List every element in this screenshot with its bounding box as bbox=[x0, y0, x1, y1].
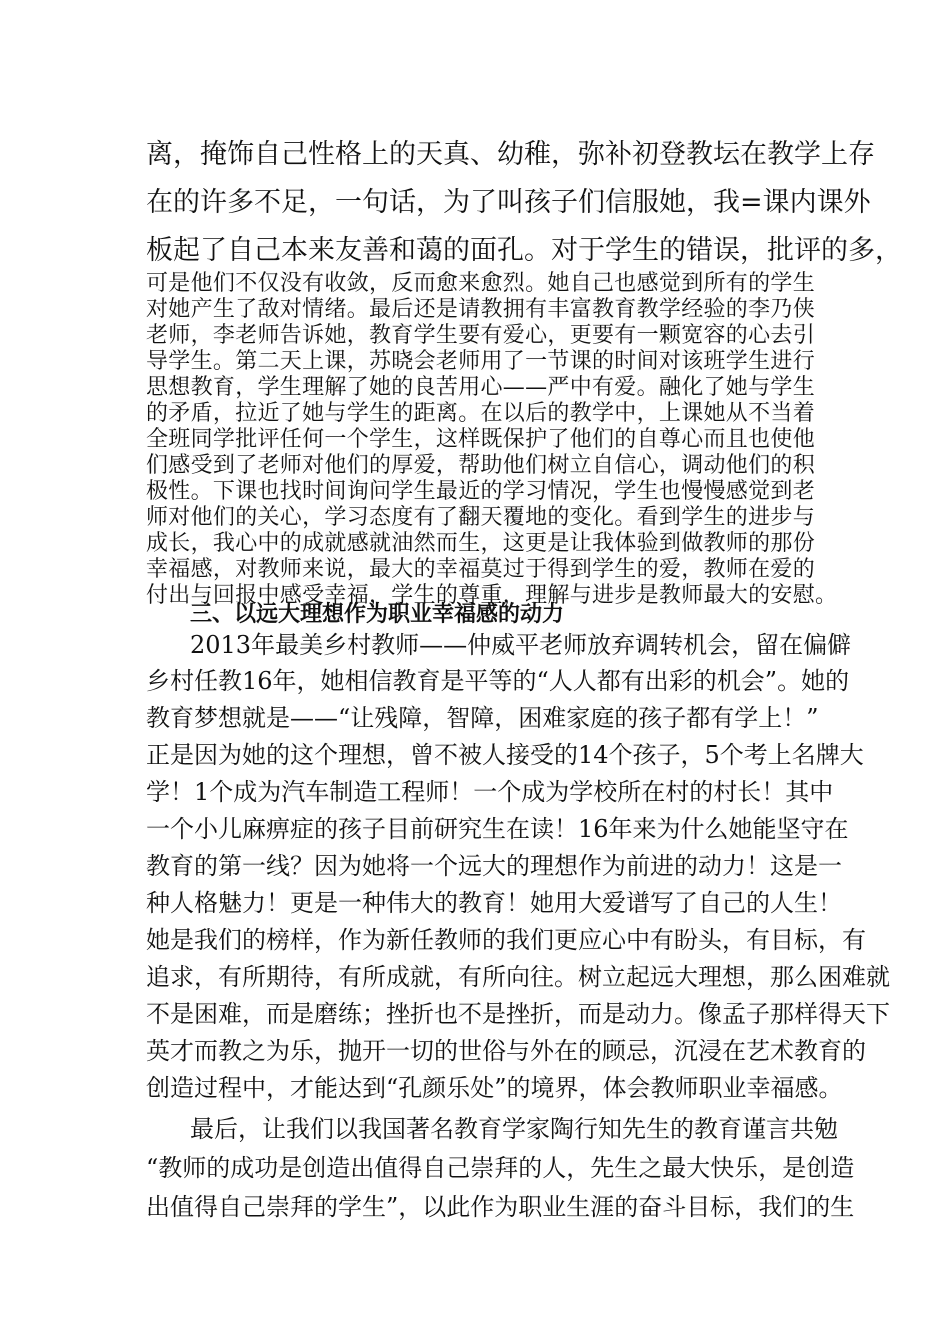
paragraph-line: 们感受到了老师对他们的厚爱，帮助他们树立自信心，调动他们的积 bbox=[146, 453, 816, 478]
paragraph-line: 教育的第一线？因为她将一个远大的理想作为前进的动力！这是一 bbox=[146, 852, 842, 880]
paragraph-line: 离，掩饰自己性格上的天真、幼稚，弥补初登教坛在教学上存 bbox=[146, 139, 875, 170]
paragraph-line: 正是因为她的这个理想，曾不被人接受的14个孩子，5个考上名牌大 bbox=[146, 741, 864, 769]
paragraph-line: 极性。下课也找时间询问学生最近的学习情况，学生也慢慢感觉到老 bbox=[146, 479, 816, 504]
paragraph-line: 一个小儿麻痹症的孩子目前研究生在读！16年来为什么她能坚守在 bbox=[146, 815, 849, 843]
paragraph-line: 师对他们的关心，学习态度有了翻天覆地的变化。看到学生的进步与 bbox=[146, 505, 816, 530]
paragraph-line: 付出与回报中感受幸福，学生的尊重，理解与进步是教师最大的安慰。 bbox=[146, 583, 838, 608]
paragraph-line: 最后，让我们以我国著名教育学家陶行知先生的教育谨言共勉 bbox=[190, 1115, 838, 1143]
paragraph-line: 幸福感，对教师来说，最大的幸福莫过于得到学生的爱，教师在爱的 bbox=[146, 557, 816, 582]
paragraph-line: 创造过程中，才能达到“孔颜乐处”的境界，体会教师职业幸福感。 bbox=[146, 1074, 843, 1102]
paragraph-line: 乡村任教16年，她相信教育是平等的“人人都有出彩的机会”。她的 bbox=[146, 667, 850, 695]
paragraph-line: 在的许多不足，一句话，为了叫孩子们信服她，我=课内课外 bbox=[146, 187, 871, 218]
paragraph-line: 出值得自己崇拜的学生”，以此作为职业生涯的奋斗目标，我们的生 bbox=[146, 1193, 855, 1221]
paragraph-line: “教师的成功是创造出值得自己崇拜的人，先生之最大快乐，是创造 bbox=[146, 1154, 855, 1182]
paragraph-line: 英才而教之为乐，抛开一切的世俗与外在的顾忌，沉浸在艺术教育的 bbox=[146, 1037, 866, 1065]
section-heading: 三、以远大理想作为职业幸福感的动力 bbox=[190, 602, 565, 627]
paragraph-line: 对她产生了敌对情绪。最后还是请教拥有丰富教育教学经验的李乃侠 bbox=[146, 297, 816, 322]
paragraph-line: 不是困难，而是磨练；挫折也不是挫折，而是动力。像孟子那样得天下 bbox=[146, 1000, 890, 1028]
paragraph-line: 可是他们不仅没有收敛，反而愈来愈烈。她自己也感觉到所有的学生 bbox=[146, 271, 816, 296]
paragraph-line: 导学生。第二天上课，苏晓会老师用了一节课的时间对该班学生进行 bbox=[146, 349, 816, 374]
paragraph-line: 成长，我心中的成就感就油然而生，这更是让我体验到做教师的那份 bbox=[146, 531, 816, 556]
paragraph-line: 2013年最美乡村教师——仲威平老师放弃调转机会，留在偏僻 bbox=[190, 631, 852, 659]
paragraph-line: 教育梦想就是——“让残障，智障，困难家庭的孩子都有学上！” bbox=[146, 704, 819, 732]
paragraph-line: 的矛盾，拉近了她与学生的距离。在以后的教学中，上课她从不当着 bbox=[146, 401, 816, 426]
paragraph-line: 她是我们的榜样，作为新任教师的我们更应心中有盼头，有目标，有 bbox=[146, 926, 866, 954]
paragraph-line: 板起了自己本来友善和蔼的面孔。对于学生的错误，批评的多， bbox=[146, 235, 902, 266]
paragraph-line: 种人格魅力！更是一种伟大的教育！她用大爱谱写了自己的人生！ bbox=[146, 889, 842, 917]
paragraph-line: 追求，有所期待，有所成就，有所向往。树立起远大理想，那么困难就 bbox=[146, 963, 890, 991]
paragraph-line: 全班同学批评任何一个学生，这样既保护了他们的自尊心而且也使他 bbox=[146, 427, 816, 452]
paragraph-line: 思想教育，学生理解了她的良苦用心——严中有爱。融化了她与学生 bbox=[146, 375, 816, 400]
paragraph-line: 老师，李老师告诉她，教育学生要有爱心，更要有一颗宽容的心去引 bbox=[146, 323, 816, 348]
paragraph-line: 学！1个成为汽车制造工程师！一个成为学校所在村的村长！其中 bbox=[146, 778, 834, 806]
